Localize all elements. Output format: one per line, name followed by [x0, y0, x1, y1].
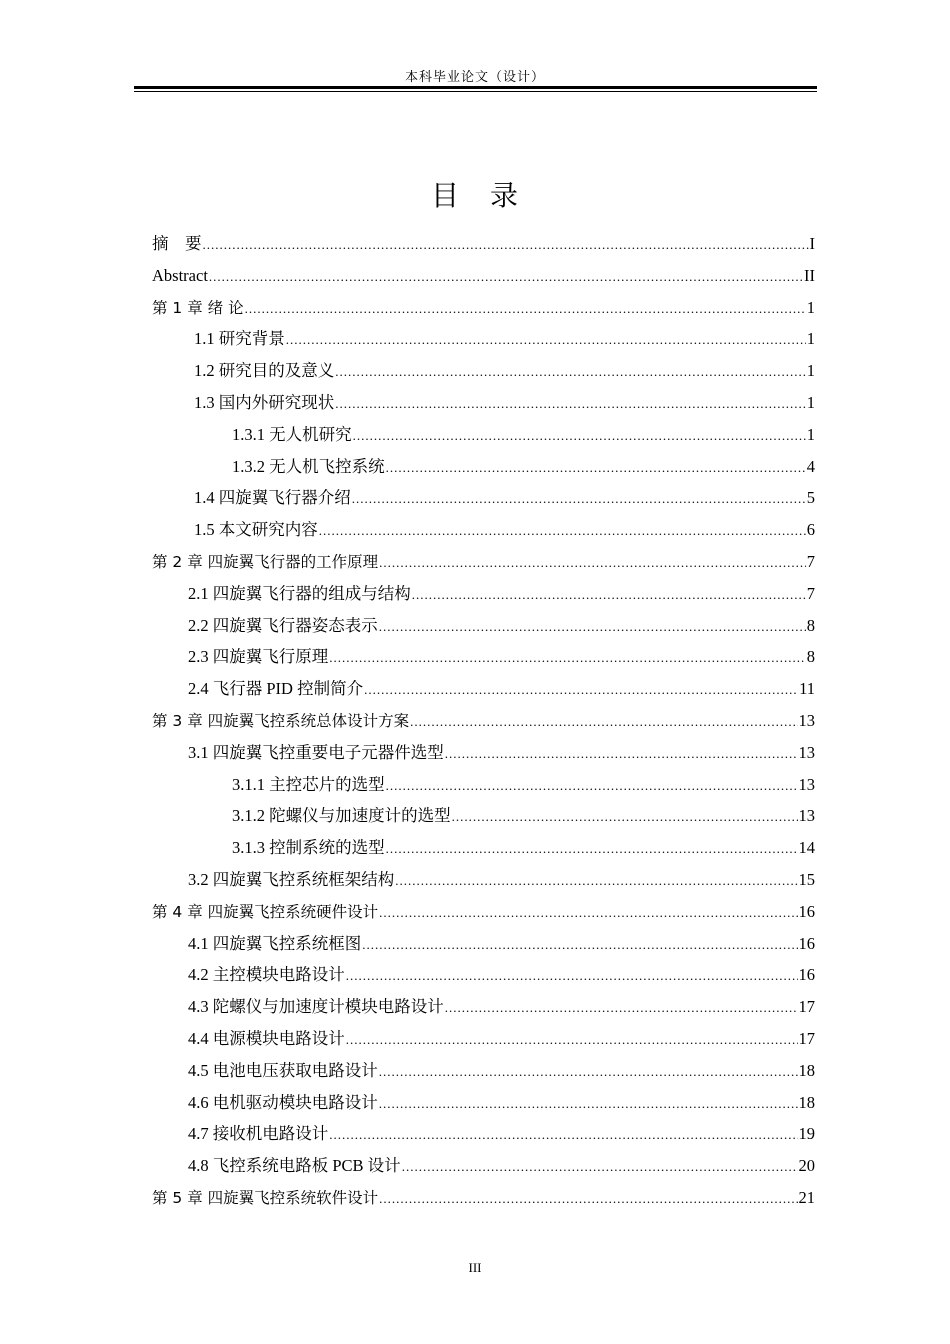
toc-entry[interactable] [152, 578, 815, 610]
dot-leader [410, 706, 797, 738]
toc-entry-page: 13 [798, 742, 815, 762]
toc-entry-title: 4.1 四旋翼飞控系统框图 [188, 933, 362, 953]
dot-leader [209, 261, 803, 293]
toc-entry[interactable] [152, 610, 815, 642]
toc-entry-page: 13 [798, 774, 815, 794]
toc-entry-title: 第 1 章 绪 论 [152, 298, 244, 317]
toc-entry[interactable] [152, 959, 815, 991]
dot-leader [346, 1024, 798, 1056]
dot-leader [362, 929, 797, 961]
toc-entry-title: Abstract [152, 265, 208, 285]
dot-leader [319, 515, 806, 547]
dot-leader [386, 452, 806, 484]
toc-entry-title: 2.3 四旋翼飞行原理 [188, 647, 329, 667]
toc-entry[interactable] [152, 1118, 815, 1150]
toc-entry-chapter[interactable] [152, 1182, 815, 1214]
toc-entry-chapter[interactable] [152, 292, 815, 324]
toc-entry-title: 4.2 主控模块电路设计 [188, 965, 345, 985]
toc-entry-title: 1.3.2 无人机飞控系统 [232, 456, 385, 476]
toc-title [0, 174, 950, 214]
toc-title-char-1: 目 [430, 181, 460, 212]
dot-leader [412, 579, 806, 611]
toc-entry-chapter[interactable] [152, 546, 815, 578]
table-of-contents [152, 228, 815, 1214]
toc-entry-title: 4.4 电源模块电路设计 [188, 1028, 345, 1048]
toc-entry-page: 1 [806, 392, 815, 412]
toc-entry-page: 8 [806, 647, 815, 667]
dot-leader [346, 960, 798, 992]
toc-entry[interactable] [152, 419, 815, 451]
toc-entry[interactable] [152, 355, 815, 387]
toc-entry[interactable] [152, 737, 815, 769]
toc-entry[interactable] [152, 1150, 815, 1182]
toc-entry-page: 18 [798, 1060, 815, 1080]
toc-entry-title: 2.1 四旋翼飞行器的组成与结构 [188, 583, 411, 603]
dot-leader [452, 801, 798, 833]
dot-leader [379, 1183, 797, 1215]
toc-entry-title: 第 5 章 四旋翼飞控系统软件设计 [152, 1188, 379, 1207]
dot-leader [245, 293, 806, 325]
toc-entry-page: 5 [806, 488, 815, 508]
toc-entry-title: 4.3 陀螺仪与加速度计模块电路设计 [188, 997, 444, 1017]
toc-entry-title: 4.8 飞控系统电路板 PCB 设计 [188, 1156, 401, 1176]
dot-leader [364, 674, 798, 706]
toc-entry-title: 3.1 四旋翼飞控重要电子元器件选型 [188, 742, 444, 762]
header-rule [134, 86, 817, 89]
toc-entry-page: I [809, 234, 815, 253]
dot-leader [352, 483, 806, 515]
toc-entry-title: 3.1.2 陀螺仪与加速度计的选型 [232, 806, 451, 826]
toc-entry[interactable] [152, 260, 815, 292]
toc-entry-page: 1 [806, 329, 815, 349]
toc-entry[interactable] [152, 482, 815, 514]
toc-entry[interactable] [152, 1023, 815, 1055]
toc-entry-page: 1 [806, 361, 815, 381]
dot-leader [335, 356, 806, 388]
toc-entry-title: 第 2 章 四旋翼飞行器的工作原理 [152, 552, 379, 571]
toc-entry-chapter[interactable] [152, 705, 815, 737]
toc-entry-page: 11 [799, 679, 815, 699]
toc-entry-title: 3.1.3 控制系统的选型 [232, 838, 385, 858]
toc-entry-page: 15 [798, 869, 815, 889]
toc-entry-page: 20 [798, 1156, 815, 1176]
toc-entry[interactable] [152, 991, 815, 1023]
toc-entry-chapter[interactable] [152, 896, 815, 928]
toc-title-char-2: 录 [490, 181, 520, 212]
toc-entry-title: 4.6 电机驱动模块电路设计 [188, 1092, 378, 1112]
toc-entry-title: 1.2 研究目的及意义 [194, 361, 335, 381]
toc-entry-title: 2.2 四旋翼飞行器姿态表示 [188, 615, 378, 635]
running-header: 本科毕业论文（设计） [404, 69, 545, 84]
toc-entry[interactable] [152, 1055, 815, 1087]
toc-entry-title: 1.5 本文研究内容 [194, 520, 318, 540]
toc-entry[interactable] [152, 864, 815, 896]
toc-entry-title: 3.2 四旋翼飞控系统框架结构 [188, 869, 395, 889]
dot-leader [203, 229, 809, 261]
dot-leader [445, 738, 798, 770]
toc-entry[interactable] [152, 323, 815, 355]
toc-entry-page: 7 [806, 551, 815, 571]
toc-entry-page: 13 [798, 806, 815, 826]
toc-entry[interactable] [152, 1087, 815, 1119]
toc-entry[interactable] [152, 387, 815, 419]
toc-entry-page: 17 [798, 997, 815, 1017]
toc-entry[interactable] [152, 514, 815, 546]
header-rule-thin [134, 91, 817, 92]
toc-entry-title: 摘 要 [152, 234, 202, 253]
toc-entry[interactable] [152, 800, 815, 832]
toc-entry-page: 1 [806, 297, 815, 317]
toc-entry-title: 1.1 研究背景 [194, 329, 285, 349]
dot-leader [329, 642, 806, 674]
toc-entry[interactable] [152, 832, 815, 864]
toc-entry-page: 16 [798, 965, 815, 985]
toc-entry-title: 第 4 章 四旋翼飞控系统硬件设计 [152, 902, 379, 921]
toc-entry-page: 8 [806, 615, 815, 635]
dot-leader [286, 324, 806, 356]
dot-leader [379, 897, 797, 929]
toc-entry-page: 6 [806, 520, 815, 540]
toc-entry-page: 16 [798, 901, 815, 921]
toc-entry[interactable] [152, 228, 815, 260]
toc-entry-page: 1 [806, 424, 815, 444]
dot-leader [335, 388, 806, 420]
dot-leader [353, 420, 806, 452]
dot-leader [386, 833, 798, 865]
page-number: III [468, 1260, 482, 1275]
dot-leader [379, 1088, 798, 1120]
toc-entry-title: 4.7 接收机电路设计 [188, 1124, 329, 1144]
dot-leader [402, 1151, 798, 1183]
dot-leader [395, 865, 797, 897]
dot-leader [379, 547, 806, 579]
dot-leader [445, 992, 798, 1024]
toc-entry-title: 第 3 章 四旋翼飞控系统总体设计方案 [152, 711, 410, 730]
toc-entry-page: 17 [798, 1028, 815, 1048]
dot-leader [379, 1056, 798, 1088]
toc-entry-page: 14 [798, 838, 815, 858]
toc-entry-page: 13 [798, 710, 815, 730]
toc-entry-page: 16 [798, 933, 815, 953]
toc-entry-title: 4.5 电池电压获取电路设计 [188, 1060, 378, 1080]
toc-entry-title: 1.3 国内外研究现状 [194, 392, 335, 412]
toc-entry[interactable] [152, 928, 815, 960]
dot-leader [329, 1119, 797, 1151]
toc-entry-title: 3.1.1 主控芯片的选型 [232, 774, 385, 794]
toc-entry[interactable] [152, 641, 815, 673]
toc-entry-page: 19 [798, 1124, 815, 1144]
toc-entry-title: 1.3.1 无人机研究 [232, 424, 352, 444]
toc-entry[interactable] [152, 769, 815, 801]
dot-leader [379, 611, 806, 643]
toc-entry-title: 1.4 四旋翼飞行器介绍 [194, 488, 351, 508]
toc-entry-page: 4 [806, 456, 815, 476]
toc-entry[interactable] [152, 451, 815, 483]
dot-leader [386, 770, 798, 802]
toc-entry-page: 18 [798, 1092, 815, 1112]
toc-entry-page: II [804, 265, 815, 285]
toc-entry-title: 2.4 飞行器 PID 控制简介 [188, 679, 364, 699]
toc-entry-page: 21 [798, 1187, 815, 1207]
toc-entry-page: 7 [806, 583, 815, 603]
toc-entry[interactable] [152, 673, 815, 705]
